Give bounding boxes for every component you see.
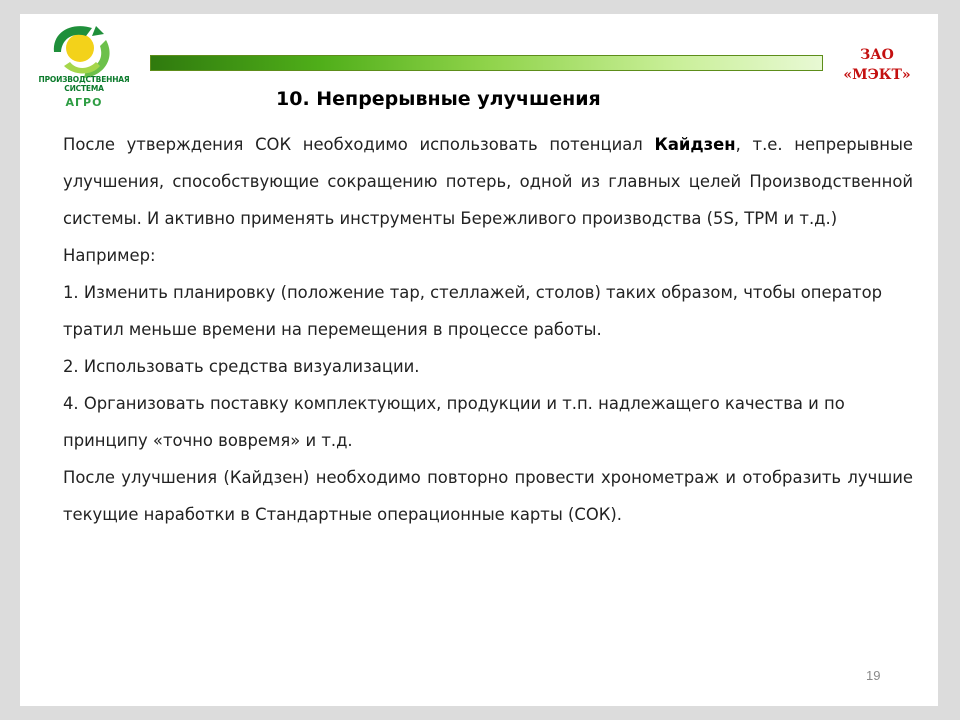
list-item-4: 4. Организовать поставку комплектующих, продукции и т.п. надлежащего качества и по принципу «точно вовремя» и т.д. bbox=[63, 394, 845, 450]
slide-title: 10. Непрерывные улучшения bbox=[276, 88, 601, 110]
kaizen-term: Кайдзен bbox=[654, 135, 736, 154]
paragraph-example-label: Например: bbox=[63, 246, 156, 265]
slide-body bbox=[63, 126, 913, 533]
list-item-1: 1. Изменить планировку (положение тар, стеллажей, столов) таких образом, чтобы оператор тратил меньше времени на перемещения в процессе работы. bbox=[63, 283, 883, 339]
header-gradient-bar bbox=[150, 55, 823, 71]
slide bbox=[20, 14, 938, 706]
logo-label: ПРОИЗВОДСТВЕННАЯ СИСТЕМА bbox=[38, 75, 130, 93]
page-number: 19 bbox=[866, 668, 881, 683]
paragraph-after-kaizen: После улучшения (Кайдзен) необходимо повторно провести хронометраж и отобразить лучшие текущие наработки в Стандартные операционные карты (СОК). bbox=[63, 468, 913, 524]
list-item-2: 2. Использовать средства визуализации. bbox=[63, 357, 420, 376]
company-name: ЗАО «МЭКТ» bbox=[843, 47, 911, 83]
paragraph-kaizen-intro: После утверждения СОК необходимо использовать потенциал Кайдзен, т.е. непрерывные улучшения, способствующие сокращению потерь, одной из главных целей Производственной системы. И активно применять инструменты Бережливого производства (5S, TPM и т.д.) bbox=[63, 135, 914, 228]
logo-agro-label: АГРО bbox=[65, 96, 103, 109]
